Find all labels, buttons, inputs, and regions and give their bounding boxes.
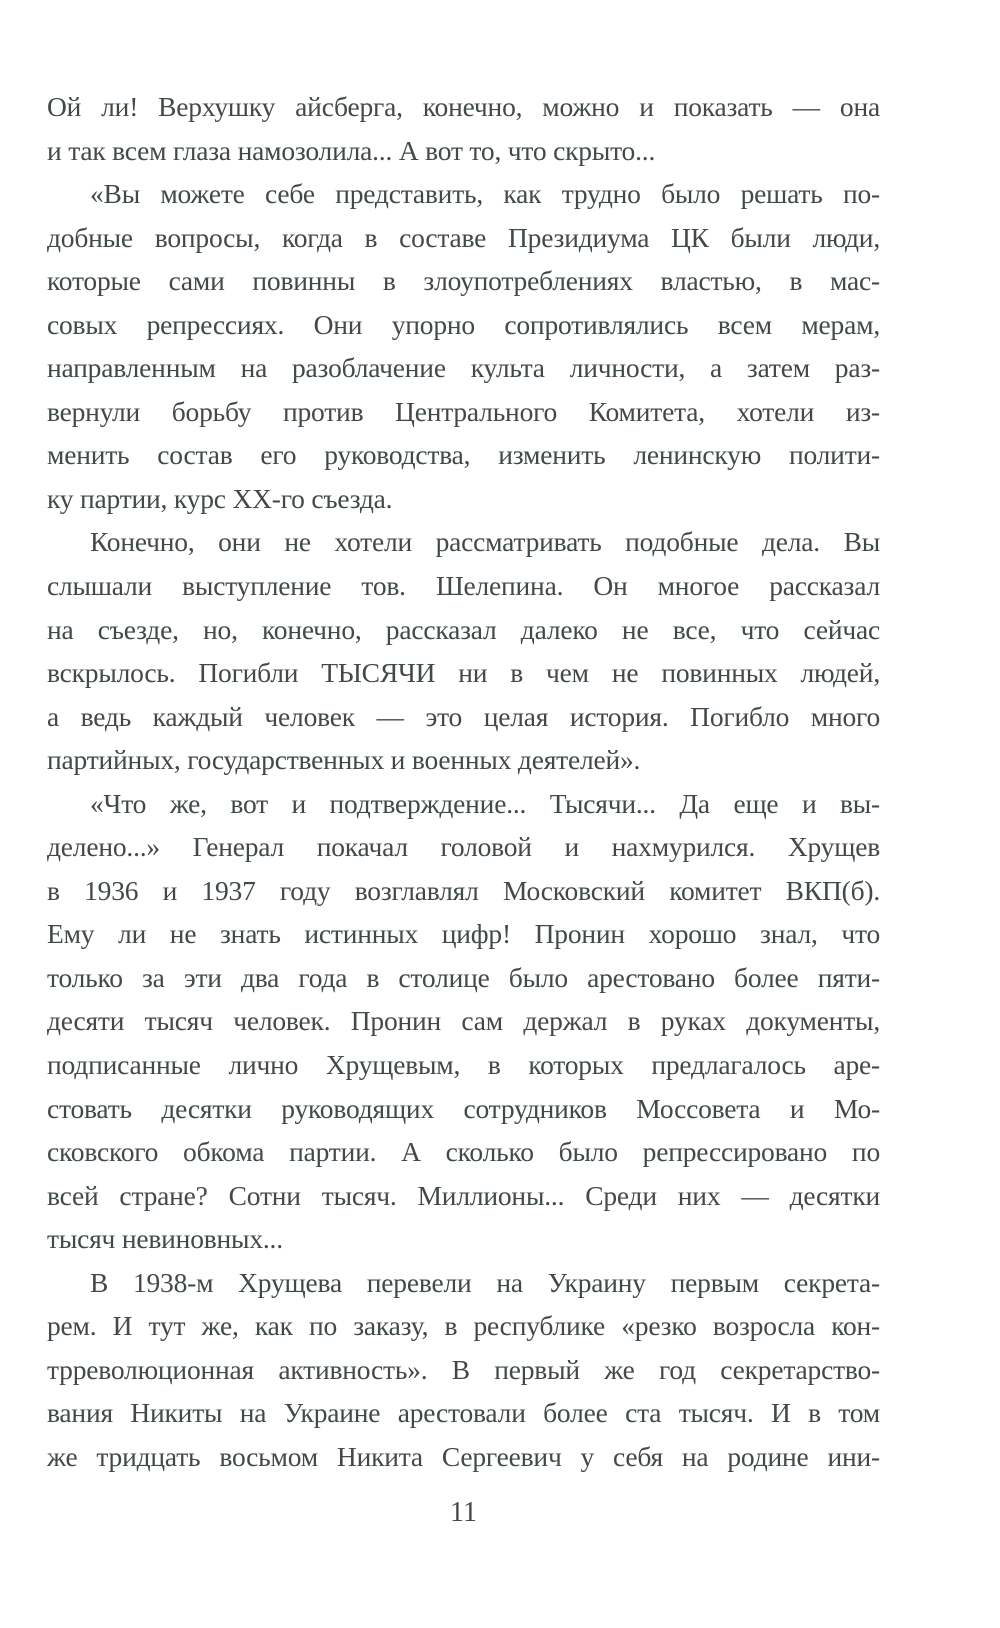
text-line: рем. И тут же, как по заказу, в республике «резко возросла кон- [47, 1310, 880, 1342]
text-line: партийных, государственных и военных деятелей». [47, 744, 641, 776]
page-number: 11 [450, 1497, 477, 1528]
text-line: В 1938-м Хрущева перевели на Украину первым секрета- [90, 1266, 880, 1298]
text-line: стовать десятки руководящих сотрудников Моссовета и Мо- [47, 1092, 880, 1124]
text-line: вернули борьбу против Центрального Комитета, хотели из- [47, 395, 880, 427]
text-line: тысяч невиновных... [47, 1223, 283, 1255]
text-line: десяти тысяч человек. Пронин сам держал в руках документы, [47, 1005, 880, 1037]
text-line: добные вопросы, когда в составе Президиума ЦК были люди, [47, 221, 880, 253]
text-line: всей стране? Сотни тысяч. Миллионы... Среди них — десятки [47, 1179, 880, 1211]
text-line: Ой ли! Верхушку айсберга, конечно, можно и показать — она [47, 91, 880, 122]
text-line: трреволюционная активность». В первый же год секретарство- [47, 1353, 880, 1385]
text-line: менить состав его руководства, изменить ленинскую полити- [47, 439, 880, 471]
text-line: «Что же, вот и подтверждение... Тысячи... Да еще и вы- [90, 787, 880, 819]
text-line: направленным на разоблачение культа личности, а затем раз- [47, 352, 880, 384]
text-line: а ведь каждый человек — это целая история. Погибло много [47, 700, 880, 732]
text-line: и так всем глаза намозолила... А вот то, что скрыто... [47, 134, 656, 166]
text-line: вания Никиты на Украине арестовали более ста тысяч. И в том [47, 1397, 880, 1429]
text-line: Ему ли не знать истинных цифр! Пронин хорошо знал, что [47, 918, 880, 950]
text-line: делено...» Генерал покачал головой и нахмурился. Хрущев [47, 831, 880, 863]
text-line: на съезде, но, конечно, рассказал далеко не все, что сейчас [47, 613, 880, 645]
text-line: «Вы можете себе представить, как трудно было решать по- [90, 178, 880, 210]
text-line: только за эти два года в столице было арестовано более пяти- [47, 961, 880, 993]
text-line: совых репрессиях. Они упорно сопротивлялись всем мерам, [47, 308, 880, 340]
text-line: подписанные лично Хрущевым, в которых предлагалось аре- [47, 1049, 880, 1081]
text-line: в 1936 и 1937 году возглавлял Московский комитет ВКП(б). [47, 874, 880, 906]
text-line: же тридцать восьмом Никита Сергеевич у себя на родине ини- [47, 1440, 880, 1472]
text-line: ку партии, курс ХХ-го съезда. [47, 482, 393, 514]
page-text [47, 85, 880, 1479]
text-line: вскрылось. Погибли ТЫСЯЧИ ни в чем не повинных людей, [47, 657, 880, 689]
text-line: Конечно, они не хотели рассматривать подобные дела. Вы [90, 526, 880, 558]
text-line: которые сами повинны в злоупотреблениях властью, в мас- [47, 265, 880, 297]
text-line: слышали выступление тов. Шелепина. Он многое рассказал [47, 570, 880, 602]
text-line: сковского обкома партии. А сколько было репрессировано по [47, 1136, 880, 1168]
